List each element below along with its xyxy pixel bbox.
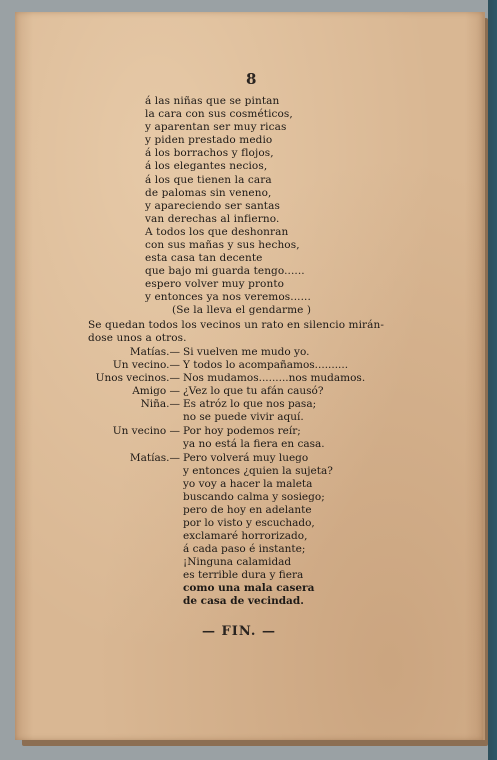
verse-line: espero volver muy pronto xyxy=(145,278,285,291)
speaker-label: Unos vecinos.— xyxy=(95,372,180,384)
speaker-label: Un vecino — xyxy=(112,425,180,437)
speech-line: ¿Vez lo que tu afán causó? xyxy=(183,385,324,397)
speech-line: Nos mudamos.........nos mudamos. xyxy=(183,372,366,384)
verse-line: y aparentan ser muy ricas xyxy=(145,121,287,134)
stage-direction: (Se la lleva el gendarme ) xyxy=(172,304,312,316)
speech-line: Y todos lo acompañamos.......... xyxy=(183,359,349,371)
verse-line: de palomas sin veneno, xyxy=(145,186,272,199)
verse-line: y piden prestado medio xyxy=(145,134,273,147)
verse-line: á los borrachos y flojos, xyxy=(145,147,274,160)
verse-line: á las niñas que se pintan xyxy=(145,95,280,107)
end-mark: — FIN. — xyxy=(202,624,276,639)
verse-line: esta casa tan decente xyxy=(145,252,263,265)
speaker-label: Niña.— xyxy=(140,398,180,410)
speech-line: ¡Ninguna calamidad xyxy=(183,556,292,568)
verse-line: y entonces ya nos veremos...... xyxy=(145,291,311,304)
speech-line: y entonces ¿quien la sujeta? xyxy=(183,465,333,477)
verse-line: van derechas al infierno. xyxy=(145,212,280,225)
verse-line: con sus mañas y sus hechos, xyxy=(145,239,300,252)
verse-line: que bajo mi guarda tengo...... xyxy=(145,265,305,278)
speech-line: de casa de vecindad. xyxy=(183,595,304,607)
stage-direction-block xyxy=(88,319,384,345)
verse-block xyxy=(145,95,311,305)
verse-line: á los elegantes necios, xyxy=(145,160,268,173)
speech-line: no se puede vivir aquí. xyxy=(183,411,304,423)
speaker-label: Un vecino.— xyxy=(112,359,180,371)
verse-line: y apareciendo ser santas xyxy=(145,199,280,212)
speech-line: como una mala casera xyxy=(183,582,315,594)
stage-direction-line: dose unos a otros. xyxy=(88,332,187,345)
speaker-label: Matías.— xyxy=(129,346,180,358)
speech-line: Si vuelven me mudo yo. xyxy=(183,346,310,358)
speech-line: ya no está la fiera en casa. xyxy=(183,438,325,450)
verse-line: la cara con sus cosméticos, xyxy=(145,108,293,121)
speech-line: Por hoy podemos reír; xyxy=(183,425,301,437)
stage-direction-line: Se quedan todos los vecinos un rato en silencio mirán- xyxy=(88,319,385,331)
speech-line: por lo visto y escuchado, xyxy=(183,517,315,529)
verse-line: á los que tienen la cara xyxy=(145,173,272,186)
speech-line: es terrible dura y fiera xyxy=(183,569,304,581)
speaker-label: Matías.— xyxy=(129,452,180,464)
speech-line: exclamaré horrorizado, xyxy=(183,530,308,542)
speech-line: á cada paso é instante; xyxy=(183,543,306,555)
speech-line: Pero volverá muy luego xyxy=(183,452,309,464)
speech-line: Es atróz lo que nos pasa; xyxy=(183,398,317,410)
speech-line: buscando calma y sosiego; xyxy=(183,491,325,503)
book-spine xyxy=(488,0,497,760)
speaker-label: Amigo — xyxy=(132,385,180,397)
page-number: 8 xyxy=(246,70,257,88)
verse-line: A todos los que deshonran xyxy=(145,225,289,238)
speech-line: yo voy a hacer la maleta xyxy=(183,478,313,490)
speech-line: pero de hoy en adelante xyxy=(183,504,312,516)
